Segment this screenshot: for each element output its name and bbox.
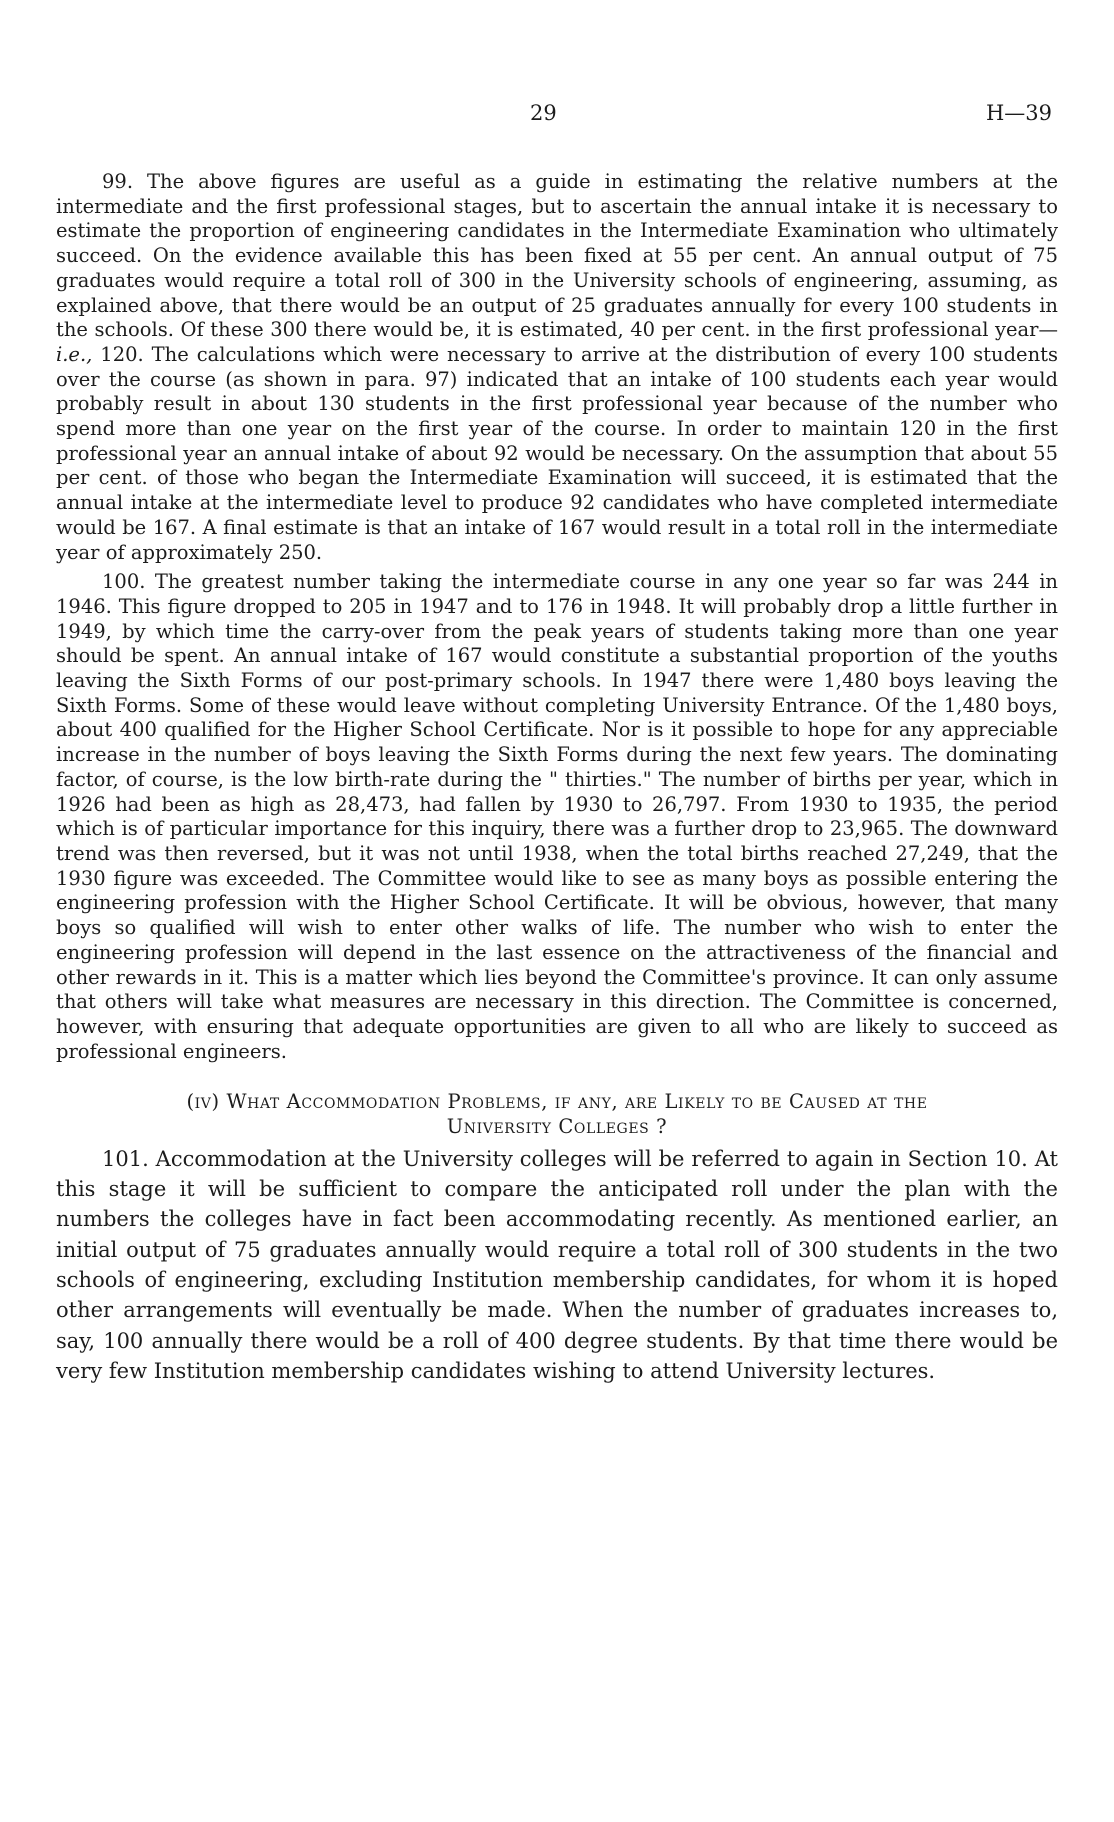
paragraph-99 bbox=[56, 170, 1058, 565]
paragraph-99-rest: 120. The calculations which were necessary to arrive at the distribution of every 100 students over the course (as shown in para. 97) indicated that an intake of 100 students each year would probably result in about 130 students in the first professional year because of the number who spend more than one year on the first year of the course. In order to maintain 120 in the first professional year an annual intake of about 92 would be necessary. On the assumption that about 55 per cent. of those who began the Intermediate Examination will succeed, it is estimated that the annual intake at the intermediate level to produce 92 candidates who have completed intermediate would be 167. A final estimate is that an intake of 167 would result in a total roll in the intermediate year of approximately 250. bbox=[56, 342, 1058, 564]
paragraph-99-text: 99. The above figures are useful as a guide in estimating the relative numbers at the intermediate and the first professional stages, but to ascertain the annual intake it is necessary to estimate the proportion of engineering candidates in the Intermediate Examination who ultimately succeed. On the evidence available this has been fixed at 55 per cent. An annual output of 75 graduates would require a total roll of 300 in the University schools of engineering, assuming, as explained above, that there would be an output of 25 graduates annually for every 100 students in the schools. Of these 300 there would be, it is estimated, 40 per cent. in the first professional year— bbox=[56, 170, 1058, 342]
paragraph-101: 101. Accommodation at the University colleges will be referred to again in Section 10. At this stage it will be sufficient to compare the anticipated roll under the plan with the numbers the colleges have in fact been accommodating recently. As mentioned earlier, an initial output of 75 graduates annually would require a total roll of 300 students in the two schools of engineering, excluding Institution membership candidates, for whom it is hoped other arrangements will eventually be made. When the number of graduates increases to, say, 100 annually there would be a roll of 400 degree students. By that time there would be very few Institution membership candidates wishing to attend University lectures. bbox=[56, 1146, 1058, 1383]
page-reference: H—39 bbox=[985, 101, 1052, 125]
section-heading-line2: University Colleges ? bbox=[446, 1115, 668, 1139]
paragraph-100: 100. The greatest number taking the intermediate course in any one year so far was 244 in 1946. This figure dropped to 205 in 1947 and to 176 in 1948. It will probably drop a little further in 1949, by which time the carry-over from the peak years of students taking more than one year should be spent. An annual intake of 167 would constitute a substantial proportion of the youths leaving the Sixth Forms of our post-primary schools. In 1947 there were 1,480 boys leaving the Sixth Forms. Some of these would leave without completing University Entrance. Of the 1,480 boys, about 400 qualified for the Higher School Certificate. Nor is it possible to hope for any appreciable increase in the number of boys leaving the Sixth Forms during the next few years. The dominating factor, of course, is the low birth-rate during the " thirties." The number of births per year, which in 1926 had been as high as 28,473, had fallen by 1930 to 26,797. From 1930 to 1935, the period which is of particular importance for this inquiry, there was a further drop to 23,965. The downward trend was then reversed, but it was not until 1938, when the total births reached 27,249, that the 1930 figure was exceeded. The Committee would like to see as many boys as possible entering the engineering profession with the Higher School Certificate. It will be obvious, however, that many boys so qualified will wish to enter other walks of life. The number who wish to enter the engineering profession will depend in the last essence on the attractiveness of the financial and other rewards in it. This is a matter which lies beyond the Committee's province. It can only assume that others will take what measures are necessary in this direction. The Committee is concerned, however, with ensuring that adequate opportunities are given to all who are likely to succeed as professional engineers. bbox=[56, 570, 1058, 1063]
section-heading bbox=[56, 1090, 1058, 1139]
page-header bbox=[56, 101, 1058, 131]
paragraph-99-ie: i.e., bbox=[56, 342, 93, 366]
page-number: 29 bbox=[530, 101, 557, 125]
body-text bbox=[56, 170, 1058, 1386]
section-heading-line1: (iv) What Accommodation Problems, if any, are Likely to be Caused at the bbox=[186, 1090, 928, 1114]
